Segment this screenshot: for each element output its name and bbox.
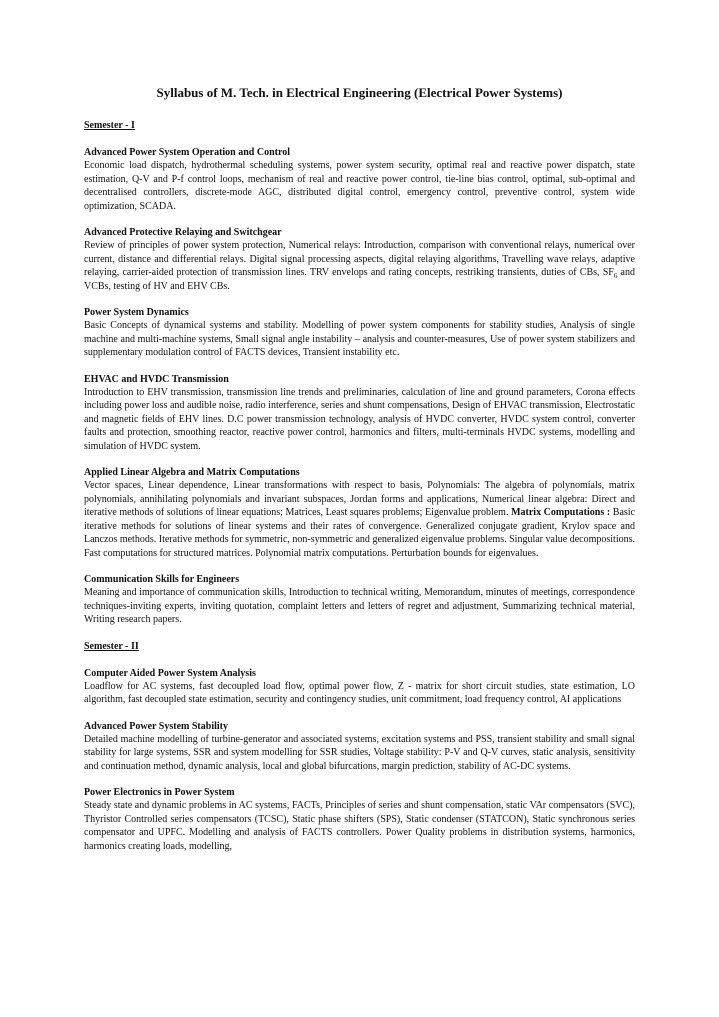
course-description: Economic load dispatch, hydrothermal scheduling systems, power system security, optimal real and reactive power dispatch, state estimation, Q-V and P-f control loops, mechanism of real and reactive power control, tie-line bias control, optimal, sub-optimal and decentralised controllers, discrete-mode AGC, distributed digital control, emergency control, preventive control, system wide optimization, SCADA. — [84, 160, 635, 212]
course-description: Steady state and dynamic problems in AC systems, FACTs, Principles of series and shunt compensation, static VAr compensators (SVC), Thyristor Controlled series compensators (TCSC), Static phase shifters (SPS), Static condenser (STATCON), Static synchronous series compensator and UPFC. Modelling and analysis of FACTS controllers. Power Quality problems in distribution systems, harmonics, harmonics creating loads, modelling, — [84, 800, 635, 852]
course-title: Advanced Power System Stability — [84, 720, 228, 732]
subscript-text: 6 — [613, 272, 618, 280]
course-description: Loadflow for AC systems, fast decoupled load flow, optimal power flow, Z - matrix for short circuit studies, state estimation, LO algorithm, fast decoupled state estimation, security and contingency studies, unit commitment, load frequency control, AI applications — [84, 680, 635, 705]
course-description: Basic Concepts of dynamical systems and stability. Modelling of power system components for stability studies, Analysis of single machine and multi-machine systems, Small signal angle instability – analysis and counter-measures, Use of power system stabilizers and supplementary modulation control of FACTS devices, Transient instability etc. — [84, 320, 635, 358]
description-text: Vector spaces, Linear dependence, Linear transformations with respect to basis, Polynomials: The algebra of polynomials, matrix polynomials, annihilating polynomials and invariant subspaces, Jordan forms and applications, Numerical linear algebra: Direct and iterative methods of solutions of linear equations; Matrices, Least squares problems; Eigenvalue problem. — [84, 480, 635, 518]
course-description: Introduction to EHV transmission, transmission line trends and preliminaries, calculation of line and ground parameters, Corona effects including power loss and audible noise, radio interference, series and shunt compensations, Design of EHVAC transmission, Electrostatic and magnetic fields of EHV lines. D.C power transmission technology, analysis of HVDC converter, HVDC system control, converter faults and protection, smoothing reactor, reactive power control, harmonics and filters, multi-terminals HVDC systems, modelling and simulation of HVDC system. — [84, 386, 635, 452]
description-text: Basic iterative methods for solutions of linear systems and their rates of convergence. Generalized conjugate gradient, Krylov space and Lanczos methods. Iterative methods for symmetric, non-symmetric and generalized eigenvalue problems. Singular value decompositions. Fast computations for structured matrices. Polynomial matrix computations. Perturbation bounds for eigenvalues. — [84, 507, 635, 559]
course-section — [84, 667, 635, 707]
course-title: Advanced Protective Relaying and Switchgear — [84, 227, 282, 238]
course-description: Detailed machine modelling of turbine-generator and associated systems, excitation systems and PSS, transient stability and small signal stability for large systems, SSR and system modelling for SSR studies, Voltage stability: P-V and Q-V curves, static analysis, sensitivity and continuation method, dynamic analysis, local and global bifurcations, margin prediction, stability of AC-DC systems. — [84, 733, 635, 772]
description-text: Review of principles of power system protection, Numerical relays: Introduction, comparison with conventional relays, numerical over current, distance and differential relays. Digital signal processing aspects, digital relaying algorithms, Travelling wave relays, adaptive relaying, carrier-aided protection of transmission lines. TRV envelops and rating concepts, restriking transients, duties of CBs, SF — [84, 240, 635, 278]
course-section — [84, 786, 635, 853]
course-section — [84, 466, 635, 560]
description-text: and VCBs, testing of HV and EHV CBs. — [84, 267, 635, 292]
course-description — [84, 239, 635, 293]
course-section — [84, 373, 635, 454]
course-title: Computer Aided Power System Analysis — [84, 667, 256, 679]
course-title: EHVAC and HVDC Transmission — [84, 373, 229, 385]
course-section — [84, 226, 635, 293]
course-title: Power System Dynamics — [84, 307, 189, 318]
document-title: Syllabus of M. Tech. in Electrical Engineering (Electrical Power Systems) — [156, 85, 563, 100]
course-title: Communication Skills for Engineers — [84, 574, 240, 585]
course-section — [84, 573, 635, 627]
course-description: Meaning and importance of communication skills, Introduction to technical writing, Memorandum, minutes of meetings, correspondence techniques-inviting experts, inviting quotation, complaint letters and letters of regret and adjustment, Summarizing technical material, Writing research papers. — [84, 587, 635, 625]
course-title: Advanced Power System Operation and Control — [84, 147, 291, 158]
course-title: Power Electronics in Power System — [84, 787, 235, 798]
course-section — [84, 720, 635, 774]
semester-heading: Semester - II — [84, 640, 139, 652]
course-title: Applied Linear Algebra and Matrix Computations — [84, 467, 300, 478]
semester-heading: Semester - I — [84, 120, 135, 131]
course-section — [84, 146, 635, 213]
bold-inline-heading: Matrix Computations : — [511, 507, 611, 518]
course-section — [84, 306, 635, 360]
course-description — [84, 479, 635, 560]
